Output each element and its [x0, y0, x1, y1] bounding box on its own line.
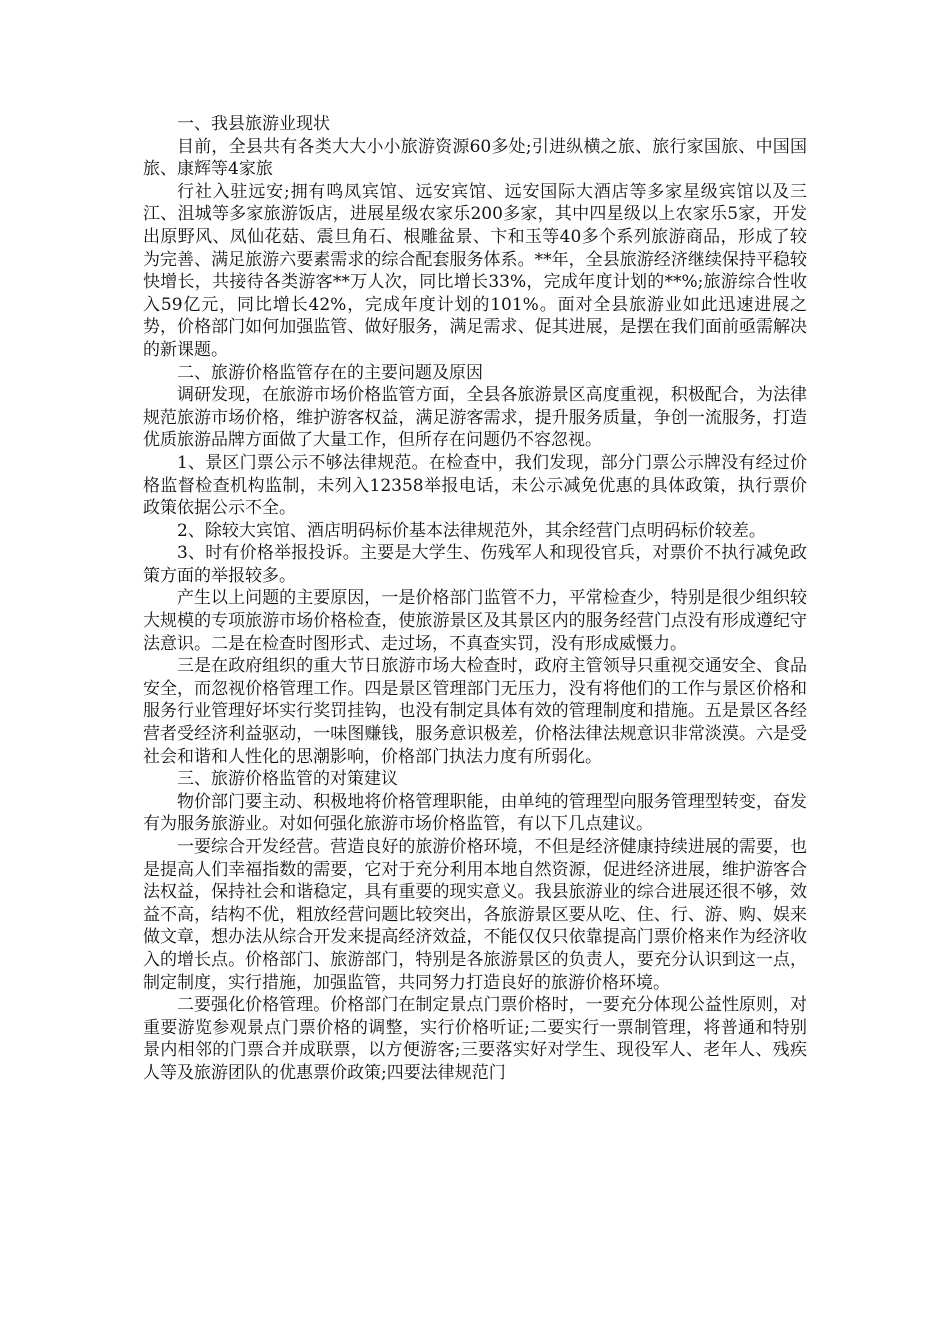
paragraph: 1、景区门票公示不够法律规范。在检查中，我们发现，部分门票公示牌没有经过价格监督检查机构监制，未列入12358举报电话，未公示减免优惠的具体政策，执行票价政策依据公示不全。 — [143, 452, 807, 519]
paragraph: 一要综合开发经营。营造良好的旅游价格环境，不但是经济健康持续进展的需要，也是提高人们幸福指数的需要，它对于充分利用本地自然资源，促进经济进展，维护游客合法权益，保持社会和谐稳定，具有重要的现实意义。我县旅游业的综合进展还很不够，效益不高，结构不优，粗放经营问题比较突出，各旅游景区要从吃、住、行、游、购、娱来做文章，想办法从综合开发来提高经济效益，不能仅仅只依靠提高门票价格来作为经济收入的增长点。价格部门、旅游部门，特别是各旅游景区的负责人，要充分认识到这一点，制定制度，实行措施，加强监管，共同努力打造良好的旅游价格环境。 — [143, 837, 807, 993]
paragraph: 物价部门要主动、积极地将价格管理职能，由单纯的管理型向服务管理型转变，奋发有为服务旅游业。对如何强化旅游市场价格监管，有以下几点建议。 — [143, 791, 807, 835]
heading-section-2: 二、旅游价格监管存在的主要问题及原因 — [177, 362, 483, 383]
document-body — [143, 113, 807, 1085]
paragraph: 行社入驻远安;拥有鸣凤宾馆、远安宾馆、远安国际大酒店等多家星级宾馆以及三江、沮城等多家旅游饭店，进展星级农家乐200多家，其中四星级以上农家乐5家，开发出原野风、凤仙花菇、震旦角石、根雕盆景、卞和玉等40多个系列旅游商品，形成了较为完善、满足旅游六要素需求的综合配套服务体系。**年，全县旅游经济继续保持平稳较快增长，共接待各类游客**万人次，同比增长33%，完成年度计划的**%;旅游综合性收入59亿元，同比增长42%，完成年度计划的101%。面对全县旅游业如此迅速进展之势，价格部门如何加强监管、做好服务，满足需求、促其进展，是摆在我们面前亟需解决的新课题。 — [143, 181, 807, 360]
heading-section-3: 三、旅游价格监管的对策建议 — [177, 769, 398, 790]
paragraph: 2、除较大宾馆、酒店明码标价基本法律规范外，其余经营门点明码标价较差。 — [177, 520, 766, 541]
paragraph: 三是在政府组织的重大节日旅游市场大检查时，政府主管领导只重视交通安全、食品安全，而忽视价格管理工作。四是景区管理部门无压力，没有将他们的工作与景区价格和服务行业管理好坏实行奖罚挂钩，也没有制定具体有效的管理制度和措施。五是景区各经营者受经济利益驱动，一味图赚钱，服务意识极差，价格法律法规意识非常淡漠。六是受社会和谐和人性化的思潮影响，价格部门执法力度有所弱化。 — [143, 656, 807, 767]
paragraph: 二要强化价格管理。价格部门在制定景点门票价格时，一要充分体现公益性原则，对重要游览参观景点门票价格的调整，实行价格听证;二要实行一票制管理，将普通和特别景内相邻的门票合并成联票，以方便游客;三要落实好对学生、现役军人、老年人、残疾人等及旅游团队的优惠票价政策;四要法律规范门 — [143, 995, 807, 1083]
heading-section-1: 一、我县旅游业现状 — [177, 114, 330, 134]
paragraph: 3、时有价格举报投诉。主要是大学生、伤残军人和现役官兵，对票价不执行减免政策方面的举报较多。 — [143, 543, 807, 586]
paragraph: 调研发现，在旅游市场价格监管方面，全县各旅游景区高度重视，积极配合，为法律规范旅游市场价格，维护游客权益，满足游客需求，提升服务质量，争创一流服务，打造优质旅游品牌方面做了大量工作，但所存在问题仍不容忽视。 — [143, 385, 807, 451]
paragraph: 产生以上问题的主要原因，一是价格部门监管不力，平常检查少，特别是很少组织较大规模的专项旅游市场价格检查，使旅游景区及其景区内的服务经营门点没有形成遵纪守法意识。二是在检查时图形式、走过场，不真查实罚，没有形成威慑力。 — [143, 588, 807, 654]
paragraph: 目前，全县共有各类大大小小旅游资源60多处;引进纵横之旅、旅行家国旅、中国国旅、康辉等4家旅 — [143, 136, 807, 180]
